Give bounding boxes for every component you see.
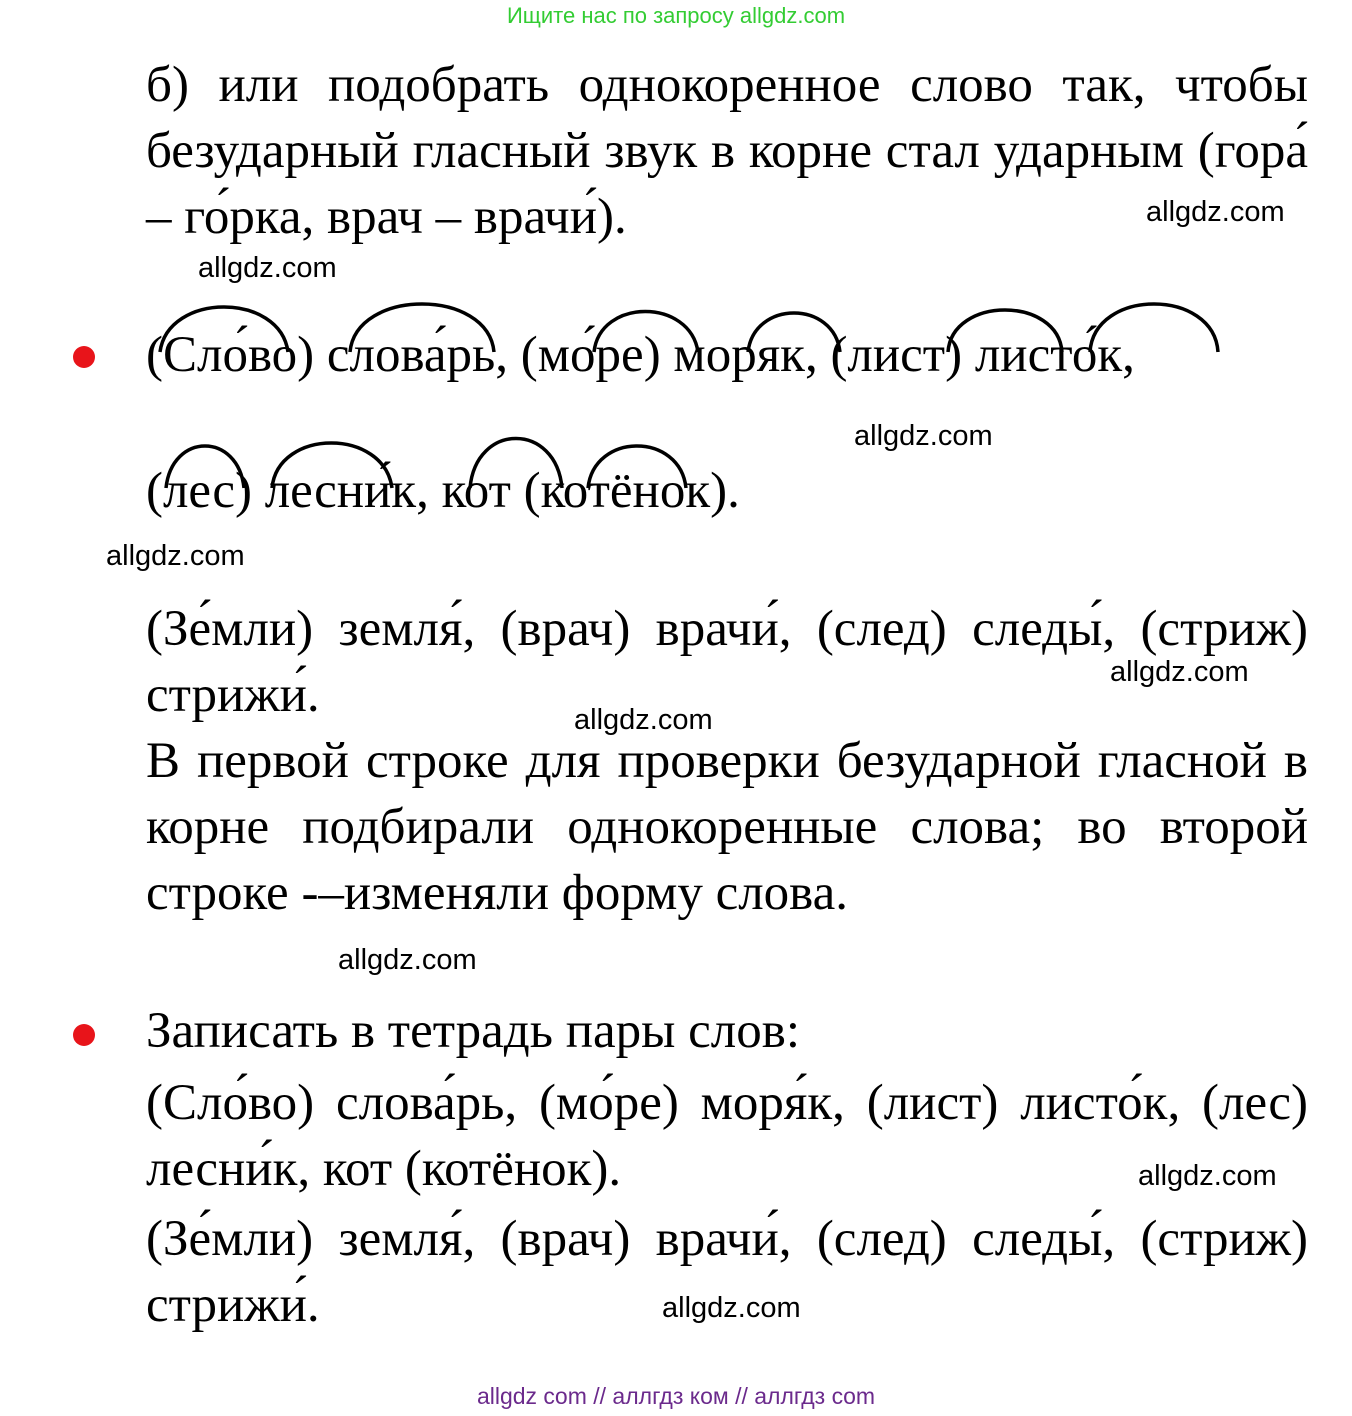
footer-links: allgdz com // аллгдз ком // аллгдз com (476, 1383, 876, 1409)
top-banner: Ищите нас по запросу allgdz.com (506, 3, 846, 28)
task-line-1: (Сло́во) слова́рь, (мо́ре) моря́к, (лист) листо́к, (лес) лесни́к, кот (котёнок). (146, 1075, 1308, 1197)
task-line-2: (Зе́мли) земля́, (врач) врачи́, (след) следы́, (стриж) стрижи́. (146, 1211, 1308, 1333)
watermark: allgdz.com (106, 540, 245, 572)
task-title: Записать в тетрадь пары слов: (146, 1003, 801, 1059)
watermark: allgdz.com (338, 944, 477, 976)
watermark: allgdz.com (662, 1292, 801, 1324)
watermark: allgdz.com (574, 704, 713, 736)
example-line-3: (Зе́мли) земля́, (врач) врачи́, (след) следы́, (стриж) стрижи́. (146, 601, 1308, 723)
watermark: allgdz.com (854, 420, 993, 452)
watermark: allgdz.com (1146, 196, 1285, 228)
explanation-paragraph: В первой строке для проверки безударной гласной в корне подбирали однокоренные слова; во второй строке -–изменяли форму слова. (146, 733, 1308, 921)
rule-b-paragraph: б) или подобрать однокоренное слово так, чтобы безударный гласный звук в корне стал ударным (гора́ – го́рка, врач – врачи́). (146, 57, 1308, 245)
watermark: allgdz.com (198, 252, 337, 284)
bullet-icon (73, 1024, 95, 1046)
example-line-2: (лес) лесни́к, кот (котёнок). (146, 463, 740, 519)
example-line-1: (Сло́во) слова́рь, (мо́ре) моряк, (лист) листо́к, (146, 327, 1135, 383)
watermark: allgdz.com (1110, 656, 1249, 688)
bullet-icon (73, 346, 95, 368)
watermark: allgdz.com (1138, 1160, 1277, 1192)
